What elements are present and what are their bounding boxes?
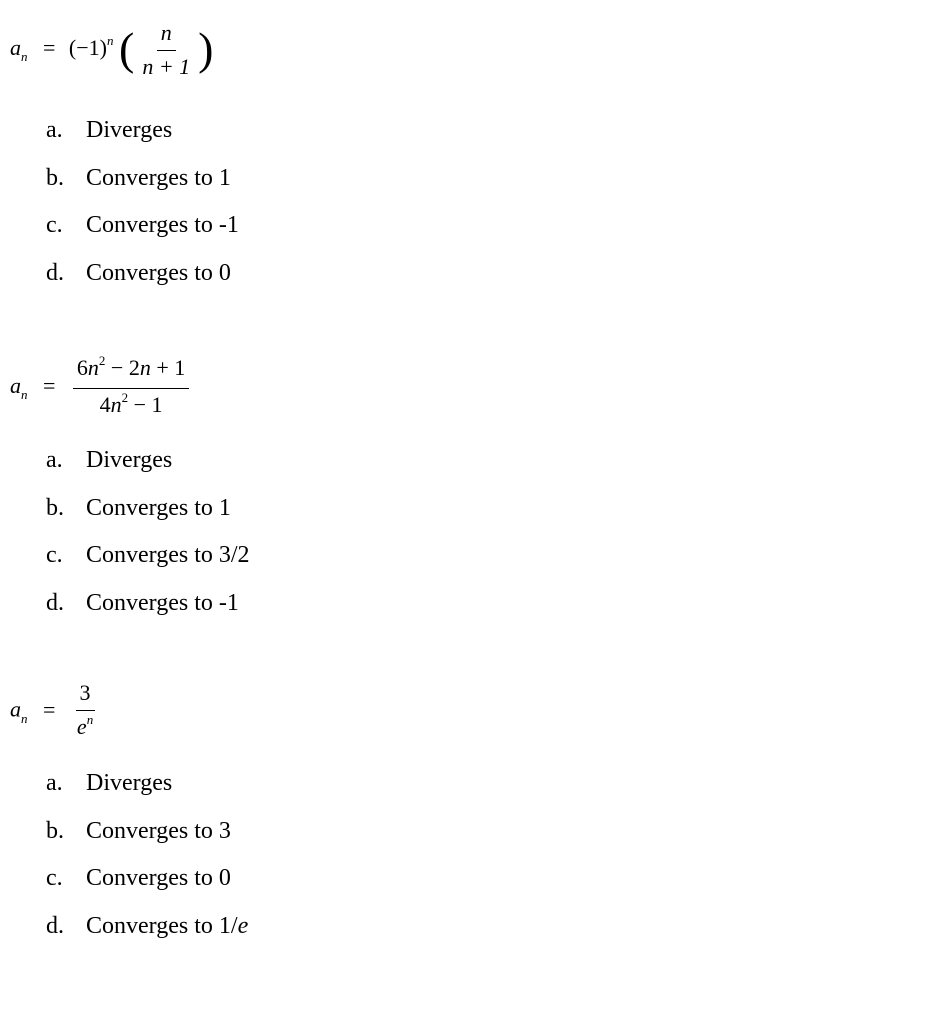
fraction [73,680,97,743]
option-letter: c. [46,542,63,568]
option-letter: d. [46,589,64,616]
sequence-formula [10,355,193,421]
option-text: Converges to 1 [86,494,231,521]
formula-lhs: a [10,373,21,399]
denominator-exponent: n [86,712,94,727]
fraction-numerator: n [157,20,176,51]
option-letter: a. [46,117,63,143]
fraction-denominator [96,389,167,421]
denominator-constant: − 1 [128,392,163,417]
sequence-formula [10,680,101,743]
sign-factor: (−1) [68,35,107,61]
numerator-constant: + 1 [150,355,186,380]
fraction [138,20,194,80]
option-d [46,588,250,636]
fraction-denominator [73,711,97,743]
option-text: Converges to 3 [86,817,231,844]
open-paren: ( [118,22,135,74]
formula-lhs: a [10,35,21,61]
option-b [46,816,248,864]
equals-sign: = [43,696,56,722]
option-letter: d. [46,259,64,286]
option-a [46,768,248,816]
denominator-exponent: 2 [121,390,129,405]
option-text: Diverges [86,117,173,143]
option-text: Converges to -1 [86,589,239,616]
formula-lhs-subscript: n [21,387,28,403]
numerator-term: − 2 [105,355,140,380]
formula-lhs: a [10,696,21,722]
option-emphasis: e [237,912,249,939]
fraction [73,355,189,421]
equals-sign: = [43,373,56,399]
option-text: Diverges [86,770,173,796]
answer-options [46,115,239,305]
option-a [46,115,239,163]
denominator-base: e [76,714,87,739]
option-text: Converges to -1 [86,212,239,238]
option-c [46,540,250,588]
option-text: Converges to 0 [86,259,231,286]
option-text: Converges to 0 [86,865,231,891]
option-d [46,258,239,306]
option-emphasis-prefix: 1/ [218,912,238,939]
option-text: Converges to 1 [86,164,231,191]
option-letter: b. [46,817,64,844]
denominator-variable: n [110,392,122,417]
option-b [46,163,239,211]
answer-options [46,445,250,635]
option-letter: d. [46,912,64,939]
option-letter: a. [46,447,63,473]
option-text: Converges to 3/2 [86,542,250,568]
option-letter: c. [46,212,63,238]
sign-exponent: n [106,33,114,49]
option-a [46,445,250,493]
option-d [46,911,248,959]
answer-options [46,768,248,958]
option-text: Diverges [86,447,173,473]
option-letter: a. [46,770,63,796]
option-letter: b. [46,164,64,191]
option-c [46,863,248,911]
fraction-numerator: 3 [76,680,95,711]
fraction-numerator [73,355,189,389]
numerator-variable: n [87,355,99,380]
option-letter: b. [46,494,64,521]
formula-lhs-subscript: n [21,49,28,65]
formula-lhs-subscript: n [21,710,28,726]
numerator-coefficient: 6 [76,355,88,380]
fraction-denominator: n + 1 [142,54,191,79]
option-text: Converges to [86,912,219,939]
numerator-exponent: 2 [98,353,106,368]
close-paren: ) [198,22,214,74]
option-b [46,493,250,541]
option-c [46,210,239,258]
denominator-coefficient: 4 [99,392,111,417]
equals-sign: = [43,35,56,61]
sequence-formula [10,20,214,80]
option-letter: c. [46,865,63,891]
numerator-variable-2: n [139,355,151,380]
